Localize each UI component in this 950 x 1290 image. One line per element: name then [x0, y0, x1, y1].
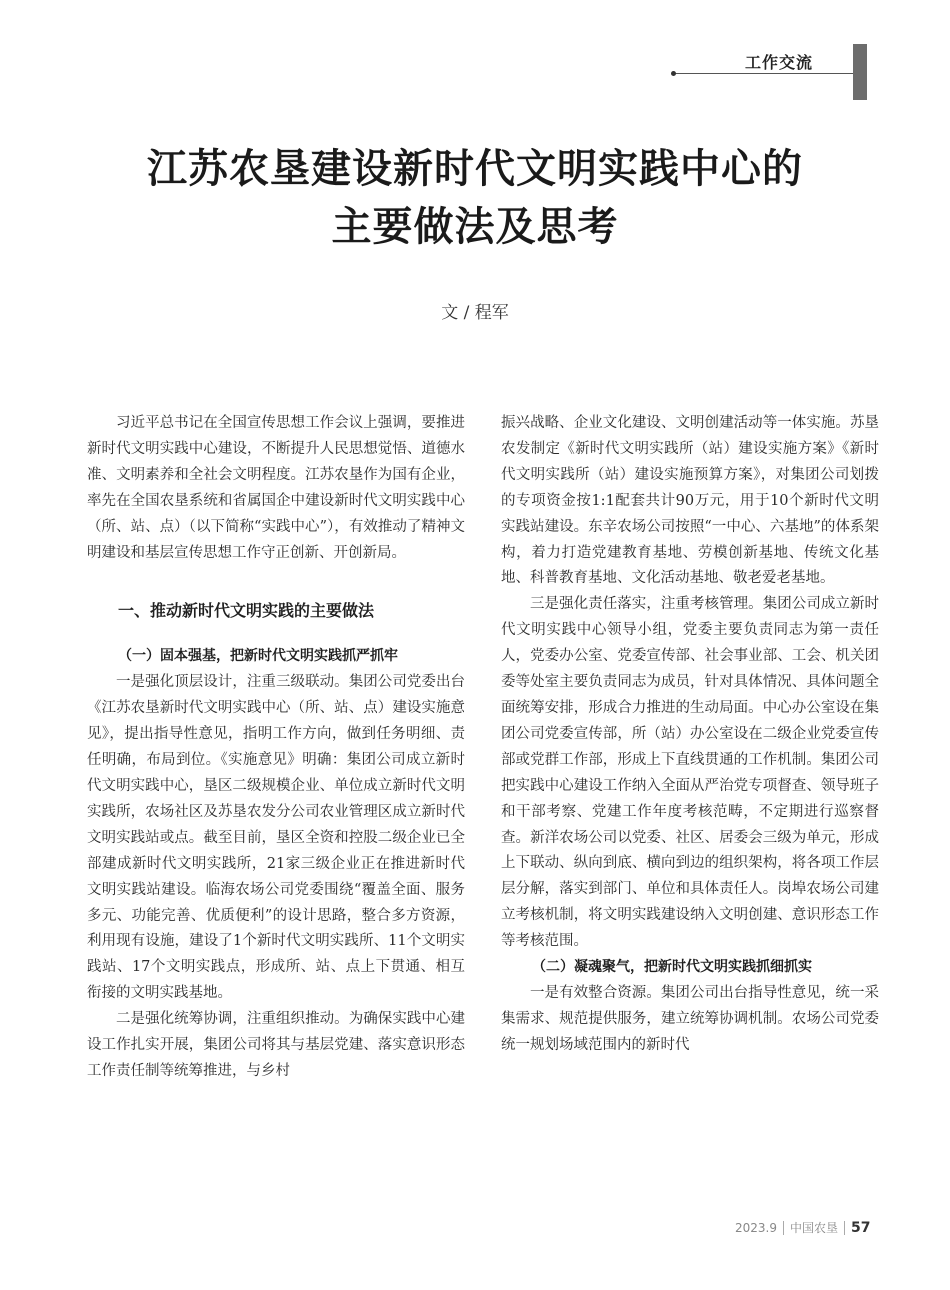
- title-line-1: 江苏农垦建设新时代文明实践中心的: [147, 145, 803, 192]
- body-paragraph: 一是有效整合资源。集团公司出台指导性意见，统一采集需求、规范提供服务，建立统筹协调机制。农场公司党委统一规划场域范围内的新时代: [501, 984, 879, 1053]
- header-rule: [674, 73, 853, 74]
- title-line-2: 主要做法及思考: [331, 203, 619, 250]
- footer-separator: [844, 1221, 845, 1235]
- footer-separator: [783, 1221, 784, 1235]
- issue-date: 2023.9: [735, 1220, 777, 1235]
- body-paragraph: 二是强化统筹协调，注重组织推动。为确保实践中心建设工作扎实开展，集团公司将其与基层党建、落实意识形态工作责任制等统筹推进，与乡村: [87, 1011, 465, 1079]
- subsection-heading-1: （一）固本强基，把新时代文明实践抓严抓牢: [118, 648, 398, 665]
- body-paragraph: 一是强化顶层设计，注重三级联动。集团公司党委出台《江苏农垦新时代文明实践中心（所、站、点）建设实施意见》，提出指导性意见，指明工作方向，做到任务明细、责任明确，布局到位。《实施意见》明确：集团公司成立新时代文明实践中心，垦区二级规模企业、单位成立新时代文明实践所，农场社区及苏垦农发分公司农业管理区成立新时代文明实践站或点。截至目前，垦区全资和控股二级企业已全部建成新时代文明实践所，21家三级企业正在推进新时代文明实践站建设。临海农场公司党委围绕“覆盖全面、服务多元、功能完善、优质便利”的设计思路，整合多方资源，利用现有设施，建设了1个新时代文明实践所、11个文明实践站、17个文明实践点，形成所、站、点上下贯通、相互衔接的文明实践基地。: [87, 674, 465, 1002]
- body-paragraph-continued: 振兴战略、企业文化建设、文明创建活动等一体实施。苏垦农发制定《新时代文明实践所（站）建设实施方案》《新时代文明实践所（站）建设实施预算方案》，对集团公司划拨的专项资金按1:1配套共计90万元，用于10个新时代文明实践站建设。东辛农场公司按照“一中心、六基地”的体系架构，着力打造党建教育基地、劳模创新基地、传统文化基地、科普教育基地、文化活动基地、敬老爱老基地。: [501, 415, 879, 587]
- article-title: [60, 140, 890, 256]
- section-label: 工作交流: [744, 53, 813, 72]
- body-paragraph: 三是强化责任落实，注重考核管理。集团公司成立新时代文明实践中心领导小组，党委主要负责同志为第一责任人，党委办公室、党委宣传部、社会事业部、工会、机关团委等处室主要负责同志为成员，针对具体情况、具体问题全面统筹安排，形成合力推进的生动局面。中心办公室设在集团公司党委宣传部，所（站）办公室设在二级企业党委宣传部或党群工作部，形成上下直线贯通的工作机制。集团公司把实践中心建设工作纳入全面从严治党专项督查、领导班子和干部考察、党建工作年度考核范畴，不定期进行巡察督查。新洋农场公司以党委、社区、居委会三级为单元，形成上下联动、纵向到底、横向到边的组织架构，将各项工作层层分解，落实到部门、单位和具体责任人。岗埠农场公司建立考核机制，将文明实践建设纳入文明创建、意识形态工作等考核范围。: [501, 596, 879, 950]
- intro-paragraph: 习近平总书记在全国宣传思想工作会议上强调，要推进新时代文明实践中心建设，不断提升人民思想觉悟、道德水准、文明素养和全社会文明程度。江苏农垦作为国有企业，率先在全国农垦系统和省属国企中建设新时代文明实践中心（所、站、点）（以下简称“实践中心”），有效推动了精神文明建设和基层宣传思想工作守正创新、开创新局。: [87, 415, 465, 561]
- section-heading-1: 一、推动新时代文明实践的主要做法: [118, 601, 375, 621]
- journal-name: 中国农垦: [790, 1221, 839, 1235]
- page-footer: [735, 1219, 907, 1236]
- header-bar: [853, 44, 867, 100]
- page-number: 57: [851, 1219, 871, 1236]
- subsection-heading-2: （二）凝魂聚气，把新时代文明实践抓细抓实: [532, 959, 812, 976]
- byline: 文 / 程军: [441, 303, 509, 323]
- header-dot: [671, 71, 676, 76]
- left-column: [87, 411, 465, 1085]
- right-column: [501, 411, 879, 1059]
